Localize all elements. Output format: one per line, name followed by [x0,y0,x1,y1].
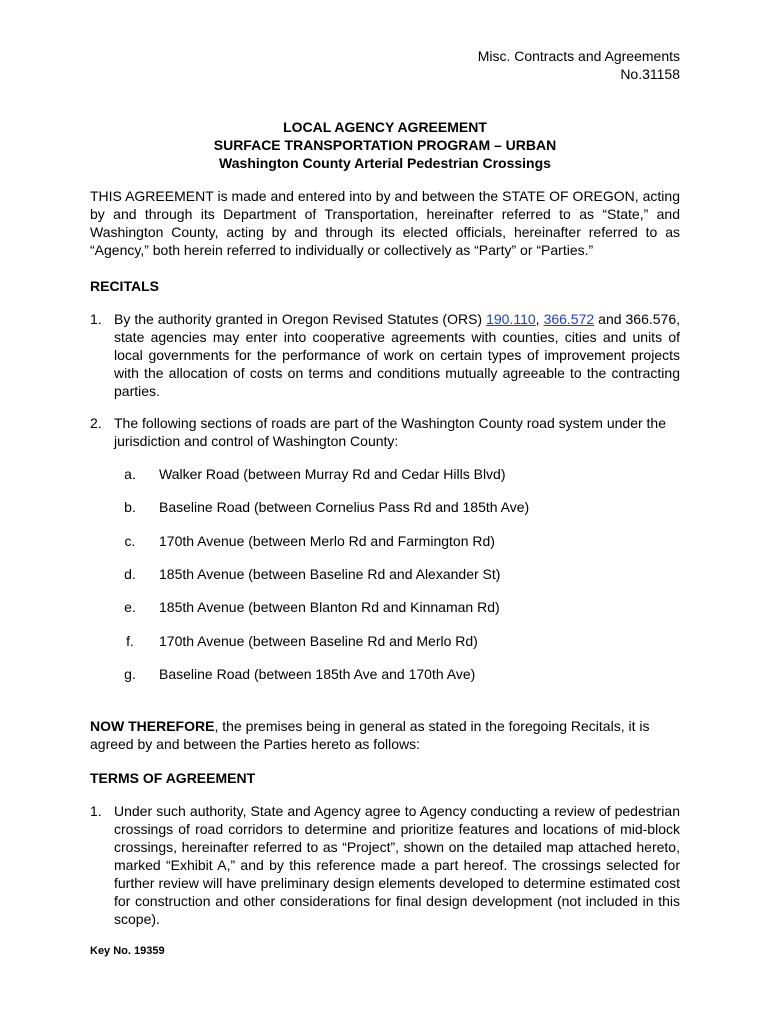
ors-366-572-link[interactable]: 366.572 [543,311,595,327]
road-text: Baseline Road (between Cornelius Pass Rd and 185th Ave) [159,499,530,515]
reference-category: Misc. Contracts and Agreements [477,48,680,64]
road-letter: f. [126,633,134,649]
road-text: 185th Avenue (between Blanton Rd and Kinnaman Rd) [159,599,500,615]
road-text: Walker Road (between Murray Rd and Cedar Hills Blvd) [159,466,506,482]
road-letter: d. [124,566,136,582]
now-therefore-text: , the premises being in general as stated in the foregoing Recitals, it is agreed by and between the Parties hereto as follows: [90,718,650,752]
road-text: Baseline Road (between 185th Ave and 170th Ave) [159,666,476,682]
key-number: Key No. 19359 [90,945,165,957]
ors-190-110-link[interactable]: 190.110 [486,311,536,327]
recital-separator: , [535,311,544,327]
recital-item-1 [90,310,680,400]
road-text: 170th Avenue (between Baseline Rd and Merlo Rd) [159,633,478,649]
recital-item-text [114,310,680,400]
document-title [0,118,770,172]
road-text: 185th Avenue (between Baseline Rd and Alexander St) [159,566,501,582]
road-letter: b. [124,499,136,515]
recital-item-number: 1. [90,311,102,327]
now-therefore-paragraph [90,717,680,753]
terms-item-text: Under such authority, State and Agency agree to Agency conducting a review of pedestrian crossings of road corridors to determine and prioritize features and locations of mid-block crossings, hereinafter referred to as “Project”, shown on the detailed map attached hereto, marked “Exhibit A,” and by this reference made a part hereof. The crossings selected for further review will have preliminary design elements developed to determine estimated cost for construction and other considerations for final design development (not included in this scope). [114,803,680,927]
intro-paragraph: THIS AGREEMENT is made and entered into by and between the STATE OF OREGON, acting by and through its Department of Transportation, hereinafter referred to as “State,” and Washington County, acting by and through its elected officials, hereinafter referred to as “Agency,” both herein referred to individually or collectively as “Party” or “Parties.” [90,188,680,258]
road-letter: a. [124,466,136,482]
recital-item-2 [90,414,680,450]
recital-item-text: The following sections of roads are part of the Washington County road system under the jurisdiction and control of Washington County: [114,415,667,449]
reference-number: No.31158 [620,66,680,82]
recital-item-number: 2. [90,415,102,431]
road-text: 170th Avenue (between Merlo Rd and Farmington Rd) [159,533,495,549]
title-line-1: LOCAL AGENCY AGREEMENT [283,119,487,135]
terms-item-number: 1. [90,803,102,819]
terms-item-1 [90,802,680,928]
terms-heading: TERMS OF AGREEMENT [90,770,256,786]
road-letter: e. [124,599,136,615]
title-line-3: Washington County Arterial Pedestrian Crossings [219,155,551,171]
recital-text-before: By the authority granted in Oregon Revised Statutes (ORS) [114,311,487,327]
road-letter: c. [124,533,136,549]
document-reference [478,47,680,83]
recital-text-after: and 366.576, state agencies may enter into cooperative agreements with counties, cities and units of local governments for the performance of work on certain types of improvement projects with the allocation of costs on terms and conditions mutually agreeable to the contracting parties. [114,311,681,399]
recitals-heading: RECITALS [90,278,159,294]
road-letter: g. [124,666,136,682]
title-line-2: SURFACE TRANSPORTATION PROGRAM – URBAN [213,137,557,153]
now-therefore-lead: NOW THEREFORE [90,718,215,734]
